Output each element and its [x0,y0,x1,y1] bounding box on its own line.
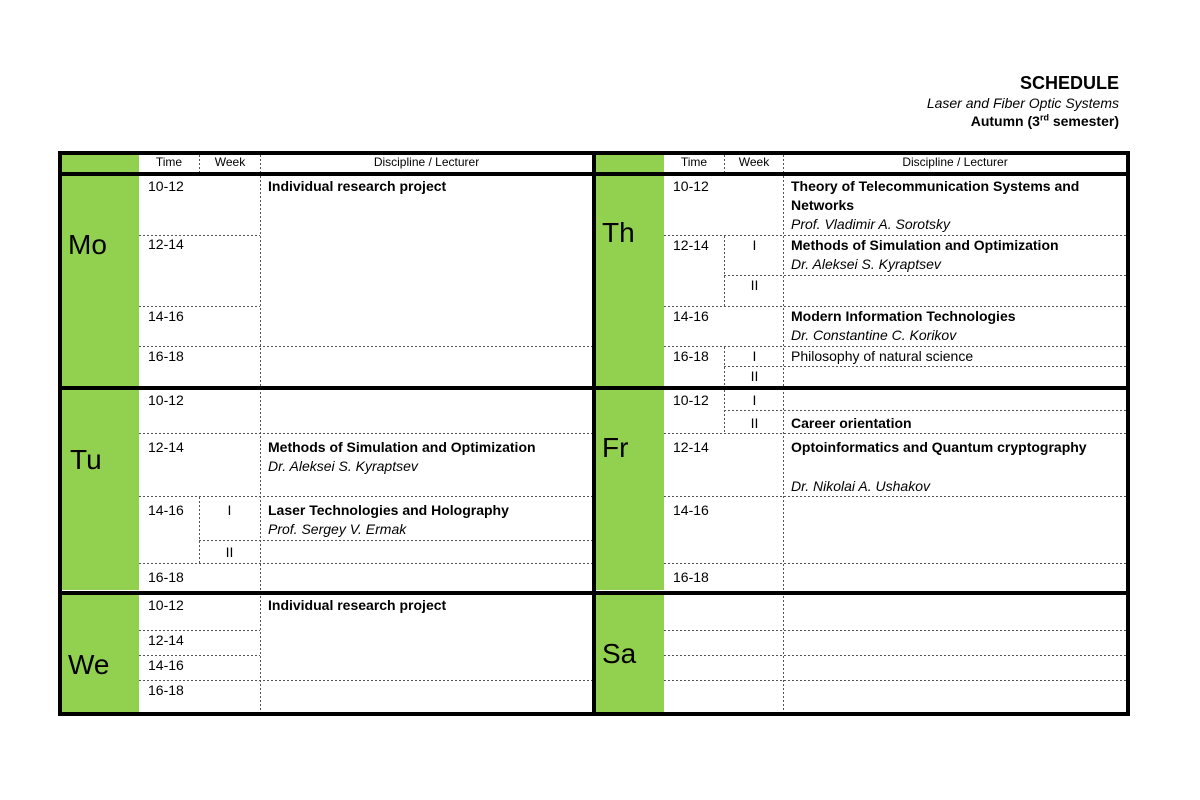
header-discipline-left: Discipline / Lecturer [373,155,480,169]
tu-time-2: 12-14 [148,439,184,455]
th-week-ii-2: II [750,368,759,384]
we-course: Individual research project [268,597,447,613]
semester-superscript: rd [1039,112,1049,123]
day-label-friday: Fr [602,432,629,463]
tu-time-3: 14-16 [148,502,184,518]
day-label-tuesday: Tu [70,444,102,475]
tu-course-2-lecturer: Prof. Sergey V. Ermak [268,521,407,537]
mo-time-3: 14-16 [148,308,184,324]
th-course-1-name: Theory of Telecommunication Systems and Networks [791,178,1080,213]
fr-course-1-name: Career orientation [791,415,912,431]
th-time-1: 10-12 [673,178,709,194]
semester-prefix: Autumn (3 [970,113,1040,129]
semester-suffix: semester) [1048,113,1119,129]
tu-week-i: I [227,502,232,518]
we-time-1: 10-12 [148,597,184,613]
th-week-ii: II [750,277,759,293]
th-course-1-lecturer: Prof. Vladimir A. Sorotsky [791,216,950,232]
th-course-4-name: Philosophy of natural science [791,348,974,364]
mo-time-1: 10-12 [148,178,184,194]
fr-week-ii: II [750,415,759,431]
tu-course-1-name: Methods of Simulation and Optimization [268,439,536,455]
fr-time-1: 10-12 [673,392,709,408]
mo-course: Individual research project [268,178,447,194]
fr-course-2-name: Optoinformatics and Quantum cryptography [791,439,1087,455]
tu-time-4: 16-18 [148,569,184,585]
page-title: SCHEDULE [1019,73,1119,93]
day-label-wednesday: We [68,649,110,680]
tu-time-1: 10-12 [148,392,184,408]
day-label-thursday: Th [602,217,635,248]
header-discipline-right: Discipline / Lecturer [902,155,1008,169]
th-course-3-name: Modern Information Technologies [791,308,1016,324]
fr-time-3: 14-16 [673,502,709,518]
tu-course-1-lecturer: Dr. Aleksei S. Kyraptsev [268,458,418,474]
fr-time-4: 16-18 [673,569,709,585]
mo-time-4: 16-18 [148,348,184,364]
th-time-2: 12-14 [673,237,709,253]
header-week-left: Week [214,155,246,169]
th-week-i-2: I [752,348,757,364]
th-time-4: 16-18 [673,348,709,364]
header-time-left: Time [155,155,183,169]
mo-time-2: 12-14 [148,236,184,252]
program-subtitle: Laser and Fiber Optic Systems [926,95,1119,111]
we-time-3: 14-16 [148,657,184,673]
header-time-right: Time [680,155,708,169]
header-week-right: Week [738,155,770,169]
th-week-i: I [752,237,757,253]
we-time-2: 12-14 [148,632,184,648]
th-course-2-lecturer: Dr. Aleksei S. Kyraptsev [791,256,941,272]
tu-course-2-name: Laser Technologies and Holography [268,502,509,518]
th-course-2-name: Methods of Simulation and Optimization [791,237,1059,253]
th-course-3-lecturer: Dr. Constantine C. Korikov [791,327,957,343]
th-time-3: 14-16 [673,308,709,324]
fr-course-2-lecturer: Dr. Nikolai A. Ushakov [791,478,931,494]
fr-week-i: I [752,392,757,408]
day-label-monday: Mo [68,229,107,260]
tu-week-ii: II [225,544,234,560]
day-label-saturday: Sa [602,638,637,669]
fr-time-2: 12-14 [673,439,709,455]
we-time-4: 16-18 [148,682,184,698]
